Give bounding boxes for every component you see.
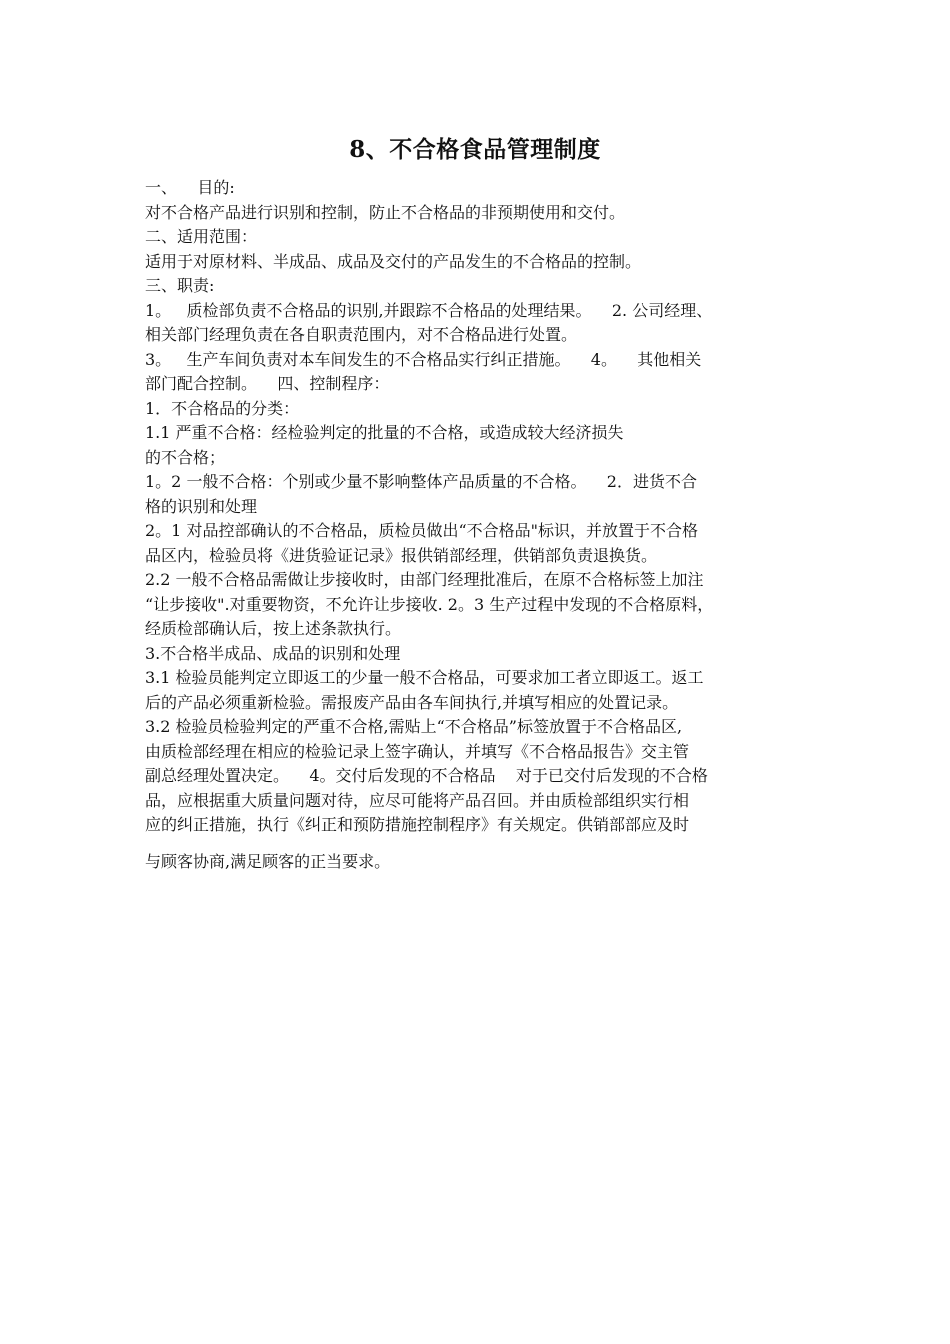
text-line: 的不合格； — [145, 447, 226, 467]
text-line: 后的产品必须重新检验。需报废产品由各车间执行,并填写相应的处置记录。 — [145, 692, 679, 712]
document-title: 8、不合格食品管理制度 — [349, 136, 601, 163]
text-line: 与顾客协商,满足顾客的正当要求。 — [145, 851, 391, 871]
text-line: 二、适用范围： — [145, 227, 258, 246]
text-line: 1。 质检部负责不合格品的识别,并跟踪不合格品的处理结果。 2. 公司经理、 — [145, 300, 713, 320]
text-line: 1。2 一般不合格：个别或少量不影响整体产品质量的不合格。 2．进货不合 — [145, 472, 697, 491]
text-line: 三、职责: — [145, 276, 215, 295]
text-line: 经质检部确认后，按上述条款执行。 — [145, 619, 402, 638]
paragraph-gap — [145, 838, 825, 850]
text-line: 2.2 一般不合格品需做让步接收时，由部门经理批准后，在原不合格标签上加注 — [145, 570, 704, 589]
text-line: 3.2 检验员检验判定的严重不合格,需贴上“不合格品”标签放置于不合格品区, — [145, 717, 683, 736]
text-line: 2。1 对品控部确认的不合格品，质检员做出“不合格品"标识，并放置于不合格 — [145, 521, 698, 540]
text-line: 1.1 严重不合格：经检验判定的批量的不合格，或造成较大经济损失 — [145, 423, 624, 442]
text-line: 3.不合格半成品、成品的识别和处理 — [145, 643, 401, 663]
text-line: 相关部门经理负责在各自职责范围内，对不合格品进行处置。 — [145, 325, 578, 344]
text-line: 格的识别和处理 — [145, 496, 258, 516]
document-body — [145, 176, 825, 874]
text-line: 3。 生产车间负责对本车间发生的不合格品实行纠正措施。 4。 其他相关 — [145, 349, 702, 369]
text-line: 由质检部经理在相应的检验记录上签字确认，并填写《不合格品报告》交主管 — [145, 741, 690, 761]
text-line: 1．不合格品的分类： — [145, 398, 300, 418]
text-line: 品区内，检验员将《进货验证记录》报供销部经理，供销部负责退换货。 — [145, 545, 658, 565]
text-line: 部门配合控制。 四、控制程序： — [145, 374, 390, 393]
text-line: 适用于对原材料、半成品、成品及交付的产品发生的不合格品的控制。 — [145, 251, 642, 271]
text-line: 一、 目的: — [145, 178, 235, 197]
text-line: “让步接收".对重要物资，不允许让步接收. 2。3 生产过程中发现的不合格原料， — [145, 594, 714, 614]
text-line: 应的纠正措施，执行《纠正和预防措施控制程序》有关规定。供销部部应及时 — [145, 815, 690, 834]
text-line: 副总经理处置决定。 4。交付后发现的不合格品 对于已交付后发现的不合格 — [145, 766, 708, 785]
text-line: 3.1 检验员能判定立即返工的少量一般不合格品，可要求加工者立即返工。返工 — [145, 668, 704, 687]
text-line: 对不合格产品进行识别和控制，防止不合格品的非预期使用和交付。 — [145, 202, 626, 222]
text-line: 品，应根据重大质量问题对待，应尽可能将产品召回。并由质检部组织实行相 — [145, 790, 690, 810]
